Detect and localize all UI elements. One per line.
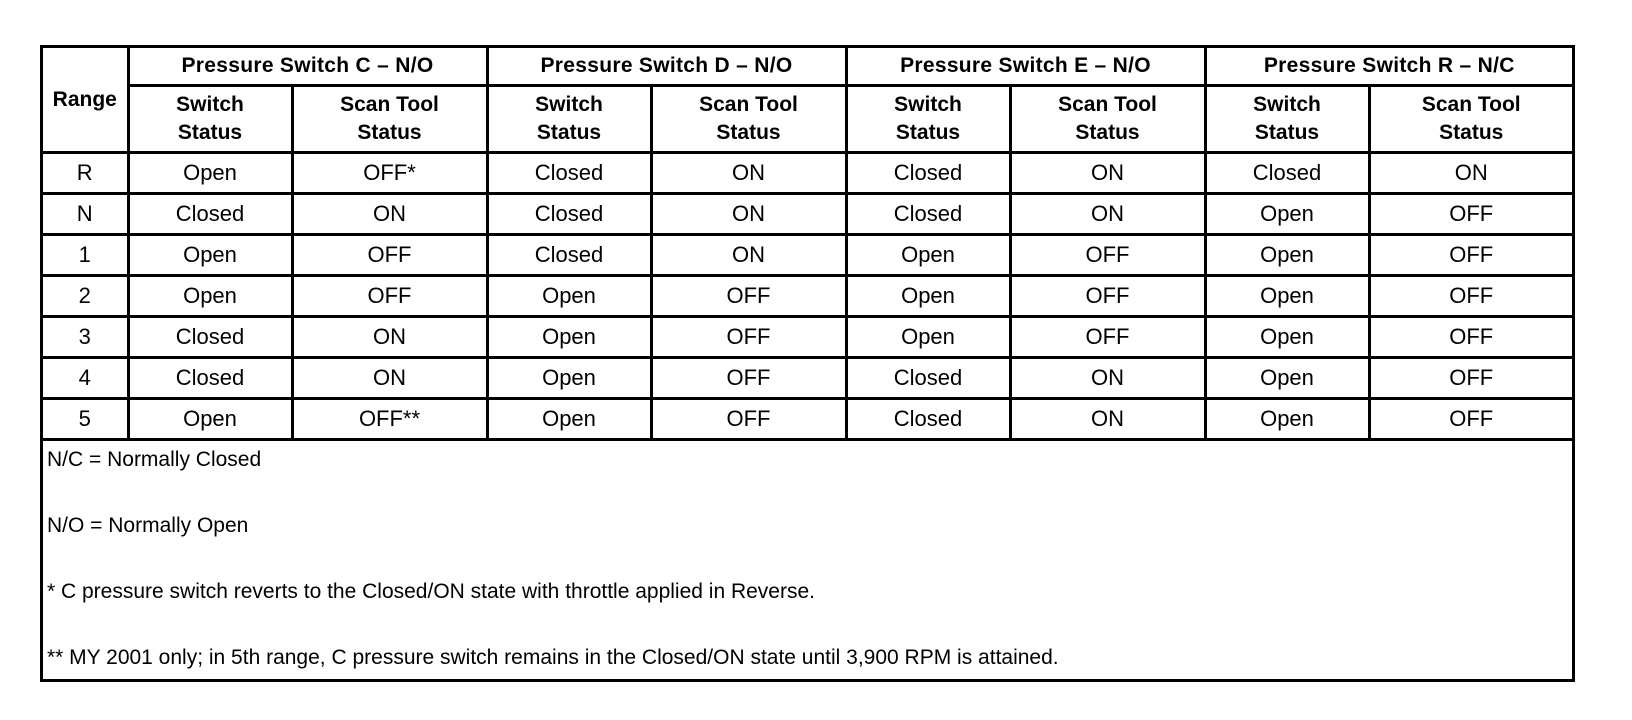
switch-status-cell: Open	[1205, 358, 1369, 399]
scan-tool-status-cell: OFF**	[292, 399, 487, 440]
group-header-e: Pressure Switch E – N/O	[846, 48, 1205, 86]
scan-tool-status-cell: OFF	[1369, 317, 1572, 358]
switch-status-cell: Closed	[1205, 153, 1369, 194]
scan-tool-status-header-d: Scan Tool Status	[651, 86, 846, 153]
scan-tool-status-header-e: Scan Tool Status	[1010, 86, 1205, 153]
scan-tool-status-header-r: Scan Tool Status	[1369, 86, 1572, 153]
switch-status-cell: Closed	[487, 153, 651, 194]
group-header-r: Pressure Switch R – N/C	[1205, 48, 1572, 86]
scan-tool-status-cell: OFF	[292, 235, 487, 276]
table-body	[43, 153, 1572, 440]
switch-status-header-d: Switch Status	[487, 86, 651, 153]
scan-tool-status-header-c: Scan Tool Status	[292, 86, 487, 153]
switch-status-header-c: Switch Status	[128, 86, 292, 153]
range-cell: R	[43, 153, 128, 194]
note-my2001: ** MY 2001 only; in 5th range, C pressure switch remains in the Closed/ON state until 3,900 RPM is attained.	[47, 646, 1059, 669]
switch-status-cell: Open	[487, 276, 651, 317]
switch-status-cell: Open	[128, 153, 292, 194]
scan-tool-status-cell: OFF	[1369, 399, 1572, 440]
group-header-d: Pressure Switch D – N/O	[487, 48, 846, 86]
switch-status-header-r: Switch Status	[1205, 86, 1369, 153]
switch-status-cell: Closed	[846, 358, 1010, 399]
pressure-switch-table-frame	[40, 45, 1575, 682]
switch-status-cell: Closed	[846, 399, 1010, 440]
switch-status-cell: Open	[846, 235, 1010, 276]
group-header-row	[43, 48, 1572, 86]
table-row	[43, 276, 1572, 317]
scan-tool-status-cell: ON	[292, 194, 487, 235]
scan-tool-status-cell: ON	[651, 194, 846, 235]
range-cell: 5	[43, 399, 128, 440]
switch-status-cell: Open	[128, 276, 292, 317]
scan-tool-status-cell: OFF	[1369, 276, 1572, 317]
scan-tool-status-cell: OFF	[1369, 235, 1572, 276]
scan-tool-status-cell: ON	[1010, 399, 1205, 440]
group-header-c: Pressure Switch C – N/O	[128, 48, 487, 86]
switch-status-cell: Open	[128, 235, 292, 276]
scan-tool-status-cell: OFF	[1010, 276, 1205, 317]
notes-section	[43, 441, 1572, 679]
switch-status-cell: Open	[1205, 235, 1369, 276]
table-row	[43, 358, 1572, 399]
switch-status-cell: Closed	[487, 235, 651, 276]
switch-status-cell: Closed	[128, 317, 292, 358]
scan-tool-status-cell: ON	[651, 153, 846, 194]
scan-tool-status-cell: OFF	[651, 317, 846, 358]
table-row	[43, 235, 1572, 276]
switch-status-cell: Closed	[128, 358, 292, 399]
range-cell: 2	[43, 276, 128, 317]
switch-status-cell: Open	[846, 276, 1010, 317]
range-header: Range	[43, 48, 128, 153]
table-row	[43, 317, 1572, 358]
note-reverse-throttle: * C pressure switch reverts to the Closed/ON state with throttle applied in Reverse.	[47, 580, 815, 603]
scan-tool-status-cell: ON	[651, 235, 846, 276]
scan-tool-status-cell: OFF	[1010, 235, 1205, 276]
scan-tool-status-cell: OFF	[1369, 358, 1572, 399]
switch-status-cell: Closed	[128, 194, 292, 235]
table-row	[43, 194, 1572, 235]
scan-tool-status-cell: OFF	[1369, 194, 1572, 235]
scan-tool-status-cell: OFF	[651, 399, 846, 440]
switch-status-cell: Closed	[846, 153, 1010, 194]
switch-status-cell: Open	[846, 317, 1010, 358]
scan-tool-status-cell: OFF	[651, 276, 846, 317]
range-cell: 1	[43, 235, 128, 276]
switch-status-cell: Open	[487, 358, 651, 399]
switch-status-header-e: Switch Status	[846, 86, 1010, 153]
range-cell: 4	[43, 358, 128, 399]
switch-status-cell: Open	[487, 317, 651, 358]
note-normally-open: N/O = Normally Open	[47, 514, 249, 537]
sub-header-row	[43, 86, 1572, 153]
scan-tool-status-cell: ON	[292, 358, 487, 399]
scan-tool-status-cell: ON	[292, 317, 487, 358]
note-normally-closed: N/C = Normally Closed	[47, 448, 262, 471]
switch-status-cell: Open	[1205, 317, 1369, 358]
switch-status-cell: Closed	[846, 194, 1010, 235]
table-row	[43, 153, 1572, 194]
scan-tool-status-cell: ON	[1010, 194, 1205, 235]
scan-tool-status-cell: OFF*	[292, 153, 487, 194]
switch-status-cell: Open	[128, 399, 292, 440]
switch-status-cell: Open	[1205, 399, 1369, 440]
pressure-switch-table	[43, 48, 1572, 441]
range-cell: 3	[43, 317, 128, 358]
range-cell: N	[43, 194, 128, 235]
switch-status-cell: Open	[1205, 276, 1369, 317]
scan-tool-status-cell: ON	[1010, 153, 1205, 194]
table-row	[43, 399, 1572, 440]
scan-tool-status-cell: OFF	[1010, 317, 1205, 358]
switch-status-cell: Open	[487, 399, 651, 440]
scan-tool-status-cell: OFF	[292, 276, 487, 317]
scan-tool-status-cell: OFF	[651, 358, 846, 399]
scan-tool-status-cell: ON	[1010, 358, 1205, 399]
scan-tool-status-cell: ON	[1369, 153, 1572, 194]
switch-status-cell: Closed	[487, 194, 651, 235]
switch-status-cell: Open	[1205, 194, 1369, 235]
